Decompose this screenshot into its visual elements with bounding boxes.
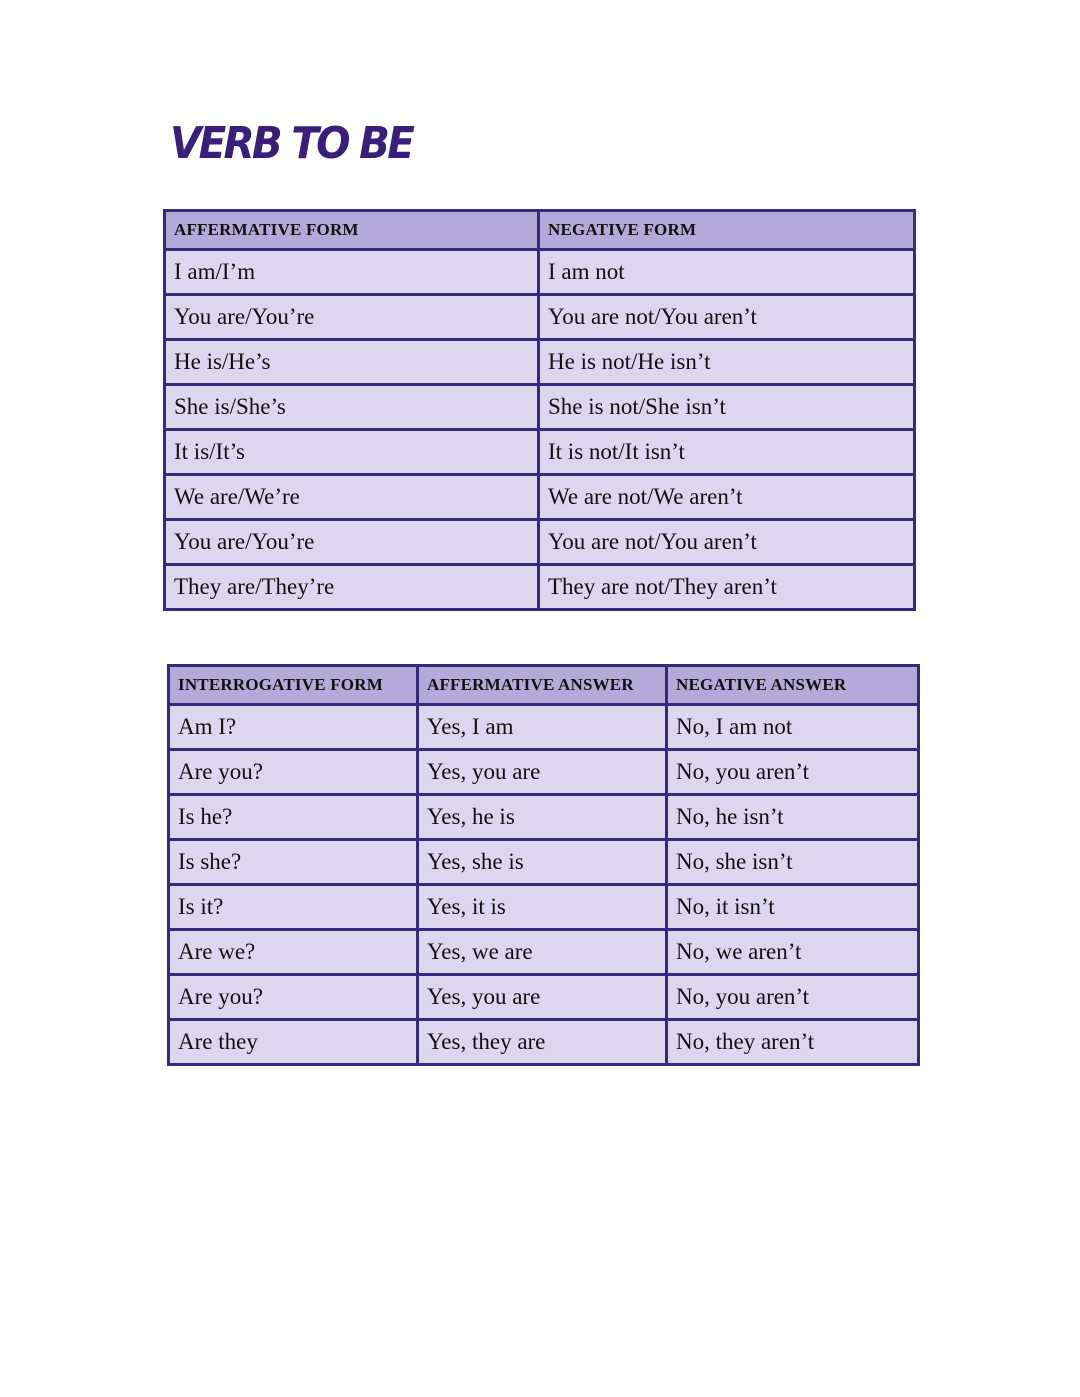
table-cell: Are we?	[169, 930, 418, 975]
table-cell: No, they aren’t	[667, 1020, 919, 1065]
table-row	[165, 250, 915, 295]
table-row	[169, 750, 919, 795]
table-cell: She is/She’s	[165, 385, 539, 430]
interrogative-answers-table	[167, 664, 920, 1066]
table-cell: Yes, it is	[418, 885, 667, 930]
table-row	[165, 385, 915, 430]
table-row	[165, 295, 915, 340]
table-row	[165, 430, 915, 475]
header-negative-answer: NEGATIVE ANSWER	[667, 666, 919, 705]
table-cell: She is not/She isn’t	[539, 385, 915, 430]
table-row	[169, 840, 919, 885]
table-cell: Yes, he is	[418, 795, 667, 840]
table-row	[165, 475, 915, 520]
table-cell: No, you aren’t	[667, 750, 919, 795]
table-row	[165, 520, 915, 565]
table-cell: No, she isn’t	[667, 840, 919, 885]
table-row	[169, 795, 919, 840]
table-cell: Yes, we are	[418, 930, 667, 975]
table-cell: We are/We’re	[165, 475, 539, 520]
table-cell: It is/It’s	[165, 430, 539, 475]
header-affermative-answer: AFFERMATIVE ANSWER	[418, 666, 667, 705]
table-cell: I am not	[539, 250, 915, 295]
table-cell: Are they	[169, 1020, 418, 1065]
table-cell: Is she?	[169, 840, 418, 885]
table-row	[169, 930, 919, 975]
page-title: VERB TO BE	[170, 118, 413, 169]
table-cell: No, I am not	[667, 705, 919, 750]
table-cell: Am I?	[169, 705, 418, 750]
table-cell: Yes, they are	[418, 1020, 667, 1065]
table-cell: Is it?	[169, 885, 418, 930]
table-cell: I am/I’m	[165, 250, 539, 295]
table-cell: They are not/They aren’t	[539, 565, 915, 610]
header-affermative-form: AFFERMATIVE FORM	[165, 211, 539, 250]
table-cell: Yes, she is	[418, 840, 667, 885]
table-cell: No, he isn’t	[667, 795, 919, 840]
affirmative-negative-table	[163, 209, 916, 611]
table-cell: You are not/You aren’t	[539, 520, 915, 565]
table-cell: Is he?	[169, 795, 418, 840]
table-row	[169, 1020, 919, 1065]
header-interrogative-form: INTERROGATIVE FORM	[169, 666, 418, 705]
table-cell: Yes, you are	[418, 750, 667, 795]
table-cell: It is not/It isn’t	[539, 430, 915, 475]
table-cell: You are not/You aren’t	[539, 295, 915, 340]
table-cell: Are you?	[169, 975, 418, 1020]
table-cell: Are you?	[169, 750, 418, 795]
header-negative-form: NEGATIVE FORM	[539, 211, 915, 250]
table-row	[165, 565, 915, 610]
table-cell: You are/You’re	[165, 295, 539, 340]
table-cell: Yes, I am	[418, 705, 667, 750]
table-header-row	[169, 666, 919, 705]
table-row	[169, 885, 919, 930]
table-cell: He is not/He isn’t	[539, 340, 915, 385]
table-row	[165, 340, 915, 385]
table-cell: No, you aren’t	[667, 975, 919, 1020]
table-cell: They are/They’re	[165, 565, 539, 610]
table-cell: No, it isn’t	[667, 885, 919, 930]
table-cell: You are/You’re	[165, 520, 539, 565]
table-row	[169, 975, 919, 1020]
table-header-row	[165, 211, 915, 250]
table-row	[169, 705, 919, 750]
table-cell: He is/He’s	[165, 340, 539, 385]
table-cell: No, we aren’t	[667, 930, 919, 975]
table-cell: We are not/We aren’t	[539, 475, 915, 520]
table-cell: Yes, you are	[418, 975, 667, 1020]
